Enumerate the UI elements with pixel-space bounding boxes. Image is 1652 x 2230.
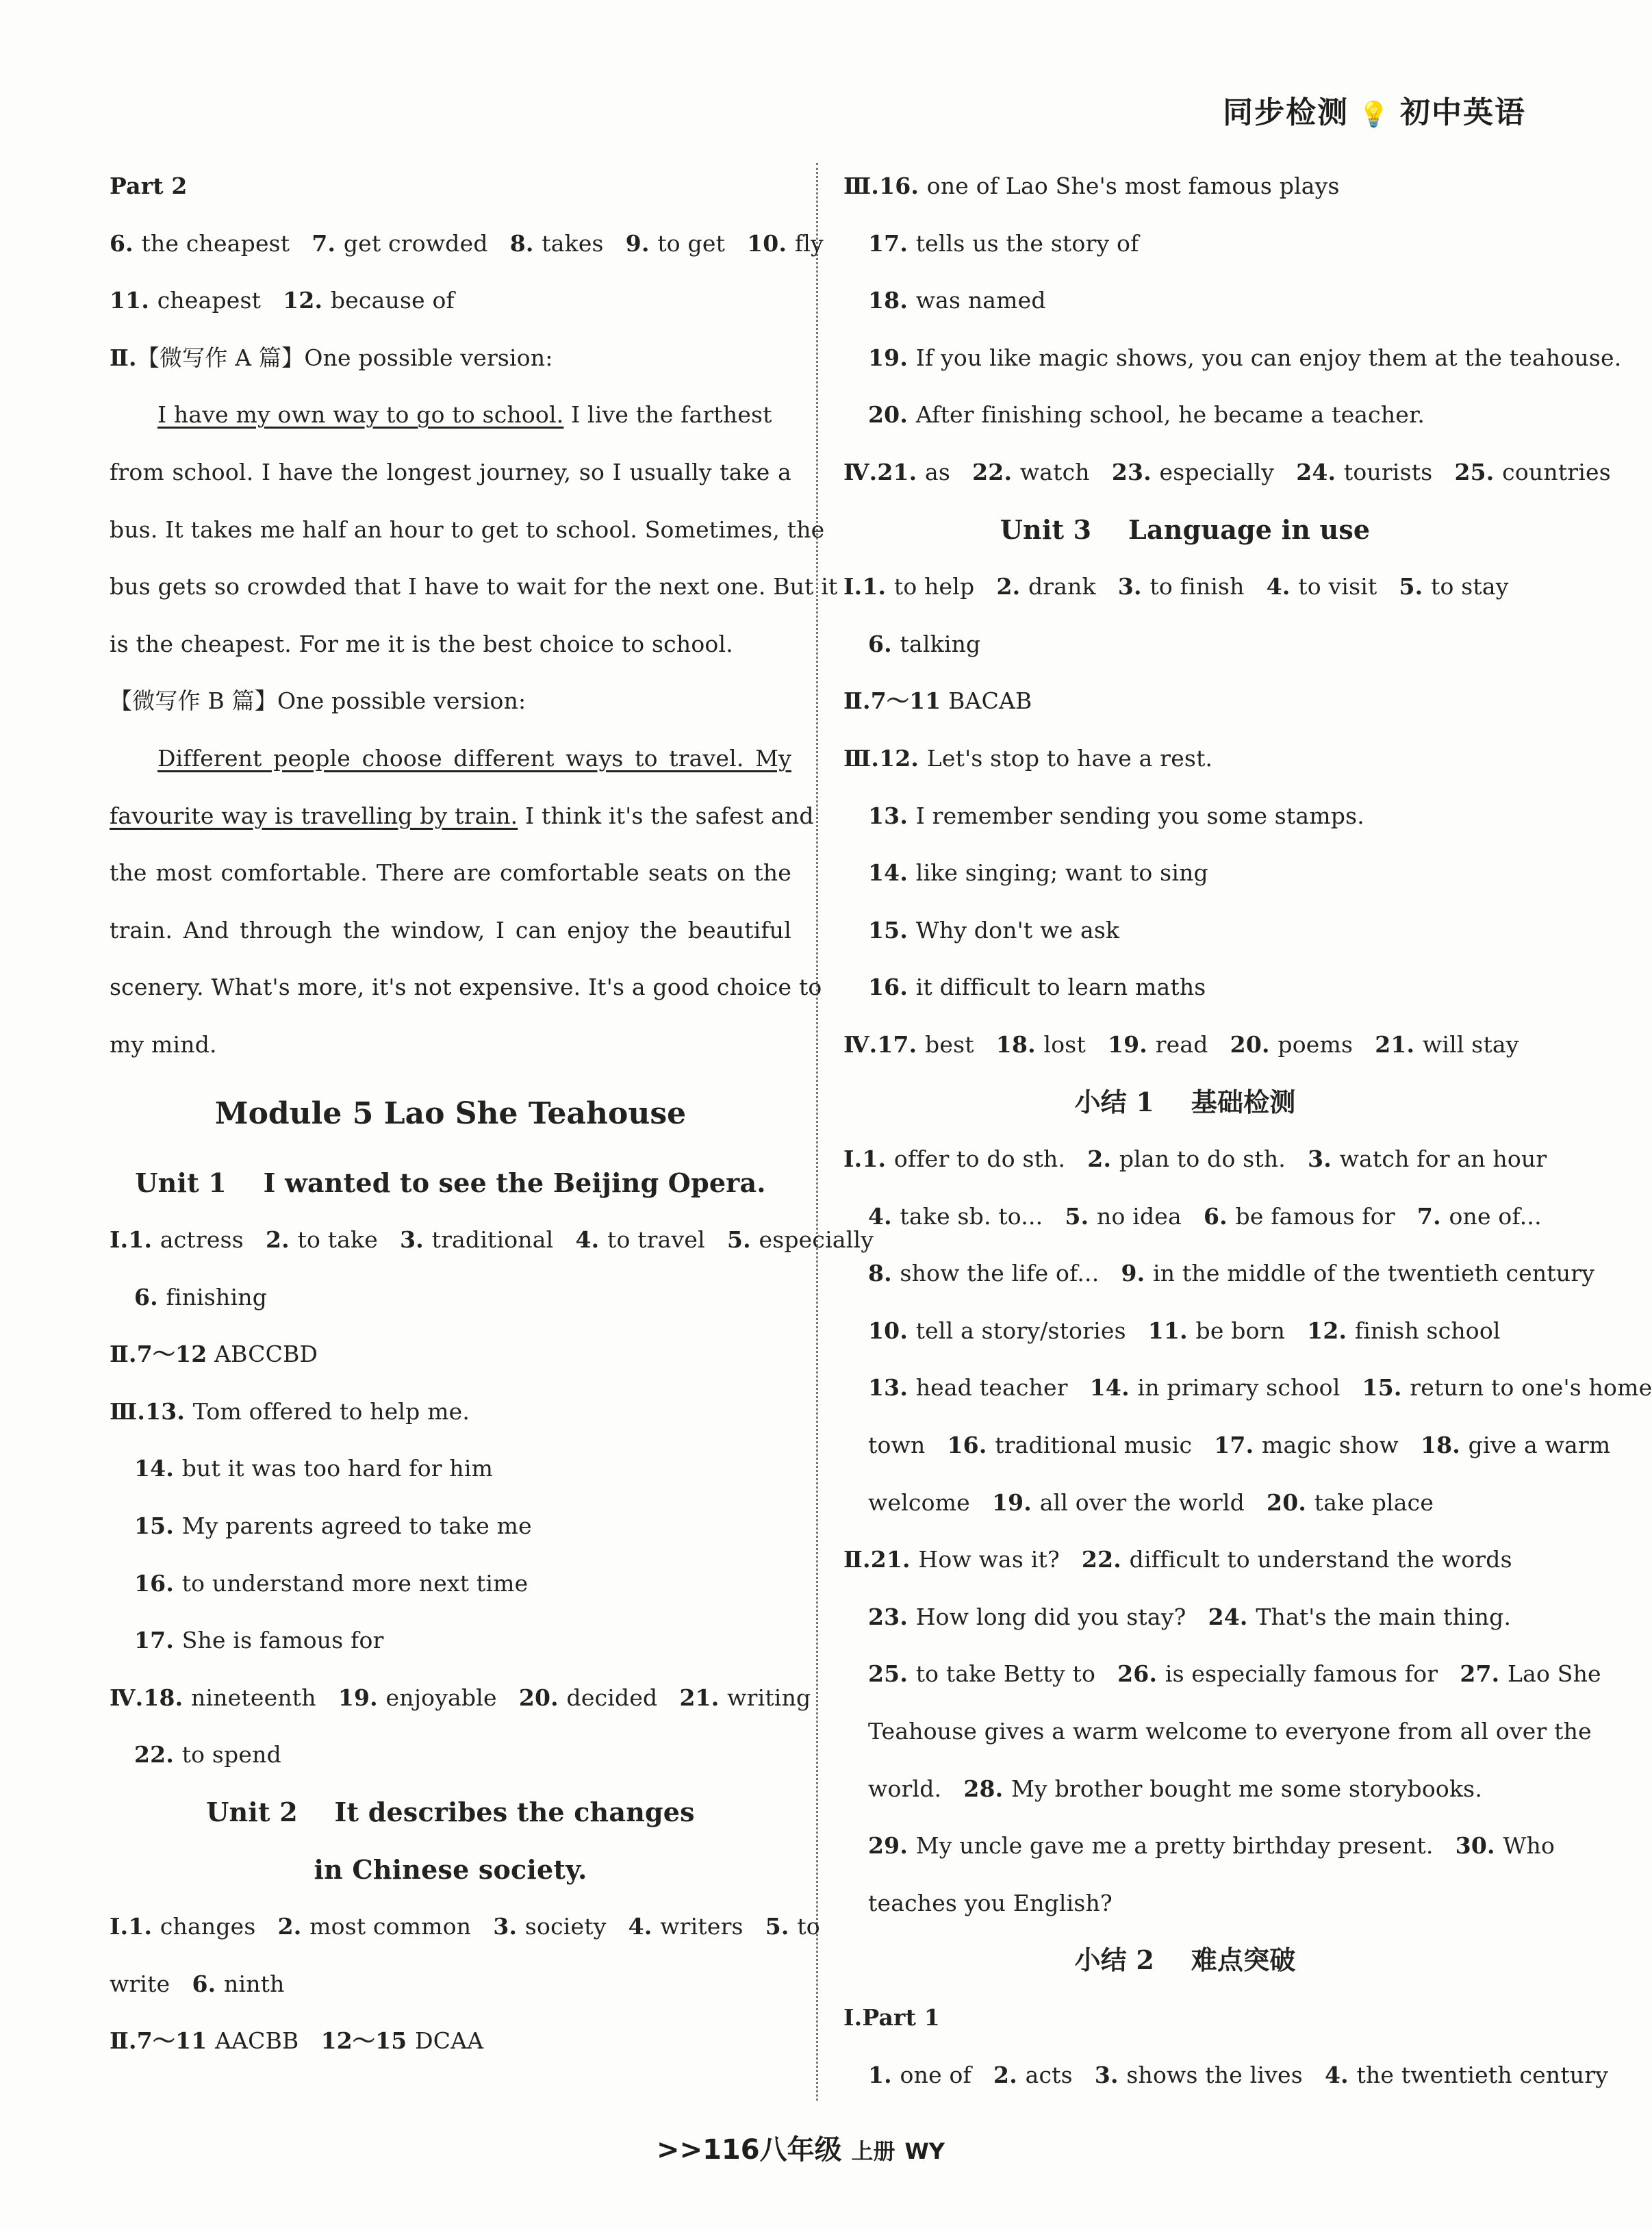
- unit-title: Unit 3 Language in use: [1000, 514, 1371, 545]
- essay-line: the most comfortable. There are comfortable seats on the: [110, 859, 791, 887]
- answer-line: 17. tells us the story of: [868, 229, 1139, 257]
- column-divider: [816, 163, 818, 2101]
- answer-line: Teahouse gives a warm welcome to everyone from all over the: [868, 1718, 1592, 1745]
- answer-line: Ⅰ.1. actress 2. to take 3. traditional 4. to travel 5. especially: [110, 1226, 874, 1254]
- unit-title: Unit 2 It describes the changes: [206, 1797, 695, 1828]
- lightbulb-icon: 💡: [1358, 101, 1390, 129]
- part-heading: Part 2: [110, 173, 188, 199]
- summary-title: 小结 2 难点突破: [1074, 1944, 1296, 1976]
- right-column: [843, 157, 1652, 2103]
- unit-title-cont: in Chinese society.: [314, 1853, 587, 1885]
- answer-line: 4. take sb. to... 5. no idea 6. be famous for 7. one of...: [868, 1202, 1542, 1230]
- left-column: [110, 157, 874, 2070]
- answer-line: Ⅳ.17. best 18. lost 19. read 20. poems 21. will stay: [843, 1030, 1519, 1058]
- answer-line: Ⅲ.13. Tom offered to help me.: [110, 1397, 470, 1425]
- arrows: >>: [657, 2134, 703, 2166]
- answer-line: 29. My uncle gave me a pretty birthday present. 30. Who: [868, 1832, 1555, 1860]
- unit-title: Unit 1 I wanted to see the Beijing Opera.: [135, 1167, 766, 1198]
- answer-line: Ⅲ.16. one of Lao She's most famous plays: [843, 173, 1340, 199]
- answer-line: 18. was named: [868, 287, 1046, 314]
- page-number: 116: [702, 2134, 760, 2166]
- grade: 八年级: [759, 2134, 842, 2166]
- essay-line: favourite way is travelling by train. I think it's the safest and: [110, 802, 814, 829]
- answer-line: 1. one of 2. acts 3. shows the lives 4. the twentieth century: [868, 2061, 1609, 2088]
- brand-series: 同步检测: [1223, 95, 1349, 130]
- answer-line: 13. I remember sending you some stamps.: [868, 802, 1364, 829]
- answer-line: 14. but it was too hard for him: [134, 1455, 494, 1482]
- answer-line: Ⅲ.12. Let's stop to have a rest.: [843, 744, 1213, 772]
- module-title: Module 5 Lao She Teahouse: [214, 1095, 687, 1131]
- answer-line: 11. cheapest 12. because of: [110, 287, 455, 314]
- answer-line: 15. Why don't we ask: [868, 916, 1120, 943]
- micro-writing-a-heading: Ⅱ.【微写作 A 篇】One possible version:: [110, 344, 553, 371]
- essay-line: I have my own way to go to school. I live the farthest: [157, 401, 772, 429]
- answer-line: 16. to understand more next time: [134, 1569, 529, 1597]
- answer-line: 15. My parents agreed to take me: [134, 1512, 532, 1540]
- page-footer: [0, 2128, 1601, 2167]
- essay-line: bus gets so crowded that I have to wait for the next one. But it: [110, 573, 838, 600]
- choice-answers: Ⅱ.7～11 BACAB: [843, 687, 1032, 715]
- essay-line: from school. I have the longest journey, so I usually take a: [110, 458, 791, 485]
- answer-line: 25. to take Betty to 26. is especially famous for 27. Lao She: [868, 1660, 1601, 1688]
- answer-line: 10. tell a story/stories 11. be born 12. finish school: [868, 1317, 1501, 1344]
- answer-line: welcome 19. all over the world 20. take place: [868, 1488, 1434, 1516]
- essay-line: Different people choose different ways to travel. My: [157, 744, 791, 772]
- answer-line: 6. talking: [868, 630, 981, 657]
- answer-line: 16. it difficult to learn maths: [868, 974, 1206, 1001]
- essay-line: train. And through the window, I can enjoy the beautiful: [110, 916, 791, 943]
- answer-line: Ⅱ.21. How was it? 22. difficult to understand the words: [843, 1546, 1512, 1573]
- answer-line: 17. She is famous for: [134, 1627, 384, 1654]
- essay-line: scenery. What's more, it's not expensive. It's a good choice to: [110, 974, 822, 1001]
- answer-line: 13. head teacher 14. in primary school 15. return to one's home: [868, 1374, 1652, 1402]
- edition: WY: [904, 2138, 945, 2164]
- answer-line: 19. If you like magic shows, you can enjoy them at the teahouse.: [868, 344, 1622, 371]
- answer-line: world. 28. My brother bought me some storybooks.: [868, 1775, 1483, 1802]
- brand-subject: 初中英语: [1400, 95, 1526, 130]
- choice-answers: Ⅱ.7～12 ABCCBD: [110, 1341, 318, 1368]
- summary-title: 小结 1 基础检测: [1074, 1086, 1296, 1117]
- essay-line: bus. It takes me half an hour to get to school. Sometimes, the: [110, 516, 825, 543]
- answer-line: Ⅳ.21. as 22. watch 23. especially 24. tourists 25. countries: [843, 458, 1611, 485]
- answer-line: 22. to spend: [134, 1741, 281, 1769]
- answer-line: Ⅰ.1. to help 2. drank 3. to finish 4. to visit 5. to stay: [843, 573, 1509, 600]
- series-brand: [1223, 88, 1526, 131]
- answer-line: write 6. ninth: [110, 1970, 285, 1997]
- volume: 上册: [851, 2138, 895, 2164]
- answer-line: 20. After finishing school, he became a teacher.: [868, 401, 1425, 429]
- part-heading: Ⅰ.Part 1: [843, 2004, 940, 2031]
- answer-line: 23. How long did you stay? 24. That's the main thing.: [868, 1603, 1512, 1630]
- answer-line: Ⅰ.1. changes 2. most common 3. society 4. writers 5. to: [110, 1913, 820, 1940]
- answer-line: Ⅱ.7～11 AACBB 12～15 DCAA: [110, 2027, 484, 2055]
- answer-line: 6. the cheapest 7. get crowded 8. takes 9. to get 10. fly: [110, 229, 824, 257]
- micro-writing-b-heading: 【微写作 B 篇】One possible version:: [110, 687, 526, 715]
- answer-line: 8. show the life of... 9. in the middle of the twentieth century: [868, 1260, 1595, 1287]
- answer-line: Ⅰ.1. offer to do sth. 2. plan to do sth. 3. watch for an hour: [843, 1145, 1547, 1173]
- essay-line: is the cheapest. For me it is the best choice to school.: [110, 630, 733, 657]
- answer-line: teaches you English?: [868, 1889, 1113, 1916]
- answer-line: town 16. traditional music 17. magic show 18. give a warm: [868, 1432, 1611, 1459]
- answer-line: 14. like singing; want to sing: [868, 859, 1208, 887]
- answer-line: Ⅳ.18. nineteenth 19. enjoyable 20. decided 21. writing: [110, 1684, 811, 1711]
- answer-line: 6. finishing: [134, 1283, 268, 1310]
- essay-line: my mind.: [110, 1030, 217, 1058]
